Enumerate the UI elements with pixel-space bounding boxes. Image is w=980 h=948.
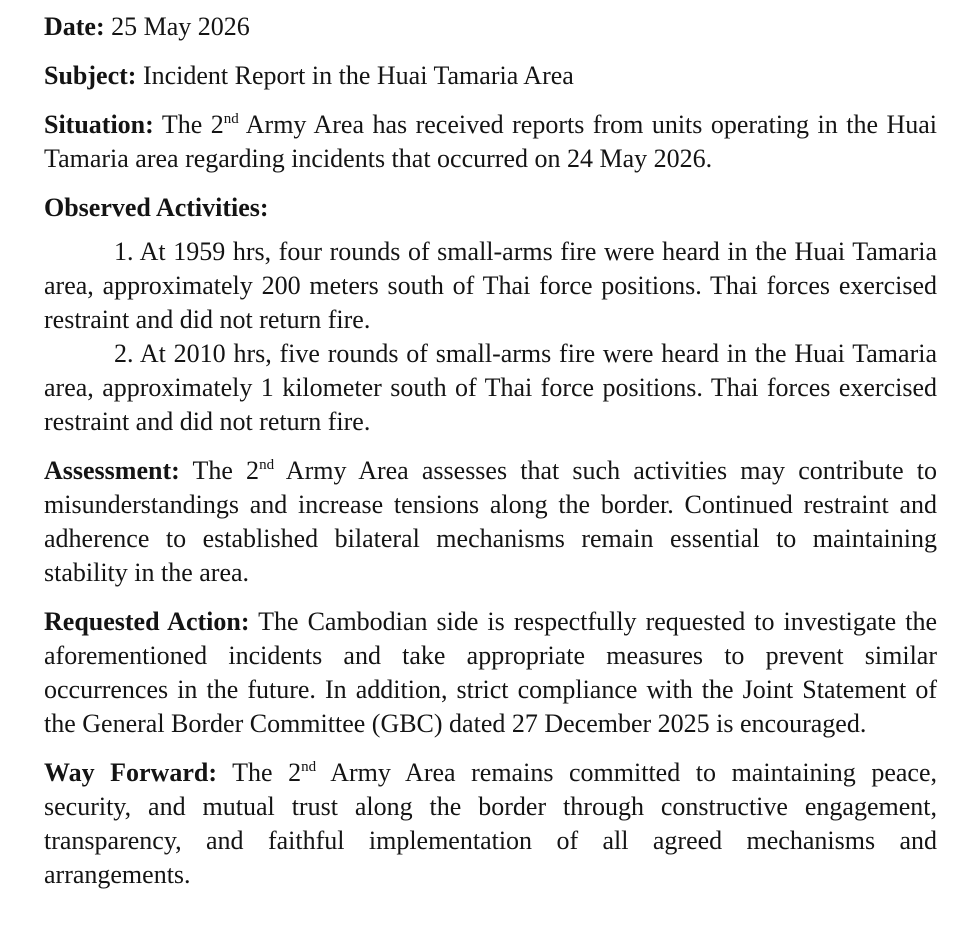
situation-paragraph (44, 108, 937, 176)
way-forward-text-before: The 2 (232, 758, 302, 787)
subject-value: Incident Report in the Huai Tamaria Area (142, 61, 574, 90)
date-line (44, 10, 937, 44)
assessment-superscript: nd (259, 457, 275, 473)
assessment-paragraph (44, 454, 937, 590)
situation-superscript: nd (223, 111, 239, 127)
date-value: 25 May 2026 (111, 12, 250, 41)
observed-activities-heading (44, 191, 937, 225)
requested-action-text: The Cambodian side is respectfully requested to investigate the aforementioned incidents and take appropriate measures to prevent similar occurrences in the future. In addition, strict compliance with the Joint Statement of the General Border Committee (GBC) dated 27 December 2025 is encouraged. (44, 607, 938, 738)
way-forward-text-after: Army Area remains committed to maintaining peace, security, and mutual trust along the border through constructive engagement, transparency, and faithful implementation of all agreed mechanisms and arrangements. (44, 758, 938, 889)
activity-item-1: 1. At 1959 hrs, four rounds of small-arms fire were heard in the Huai Tamaria area, approximately 200 meters south of Thai force positions. Thai forces exercised restraint and did not return fire. (44, 237, 937, 334)
observed-activities-label: Observed Activities: (44, 193, 269, 222)
situation-text-after: Army Area has received reports from units operating in the Huai Tamaria area regarding incidents that occurred on 24 May 2026. (44, 110, 938, 173)
subject-label: Subject: (44, 61, 137, 90)
situation-label: Situation: (44, 110, 154, 139)
activity-item-2: 2. At 2010 hrs, five rounds of small-arms fire were heard in the Huai Tamaria area, approximately 1 kilometer south of Thai force positions. Thai forces exercised restraint and did not return fire. (44, 339, 937, 436)
way-forward-label: Way Forward: (44, 758, 217, 787)
way-forward-superscript: nd (301, 759, 317, 775)
situation-text-before: The 2 (161, 110, 224, 139)
assessment-text-before: The 2 (192, 456, 260, 485)
requested-action-paragraph (44, 605, 937, 741)
assessment-label: Assessment: (44, 456, 180, 485)
way-forward-paragraph (44, 756, 937, 892)
document-page (44, 10, 937, 907)
assessment-text-after: Army Area assesses that such activities may contribute to misunderstandings and increase tensions along the border. Continued restraint and adherence to established bilateral mechanisms remain essential to maintaining stability in the area. (44, 456, 937, 587)
date-label: Date: (44, 12, 105, 41)
requested-action-label: Requested Action: (44, 607, 250, 636)
subject-line (44, 59, 937, 93)
